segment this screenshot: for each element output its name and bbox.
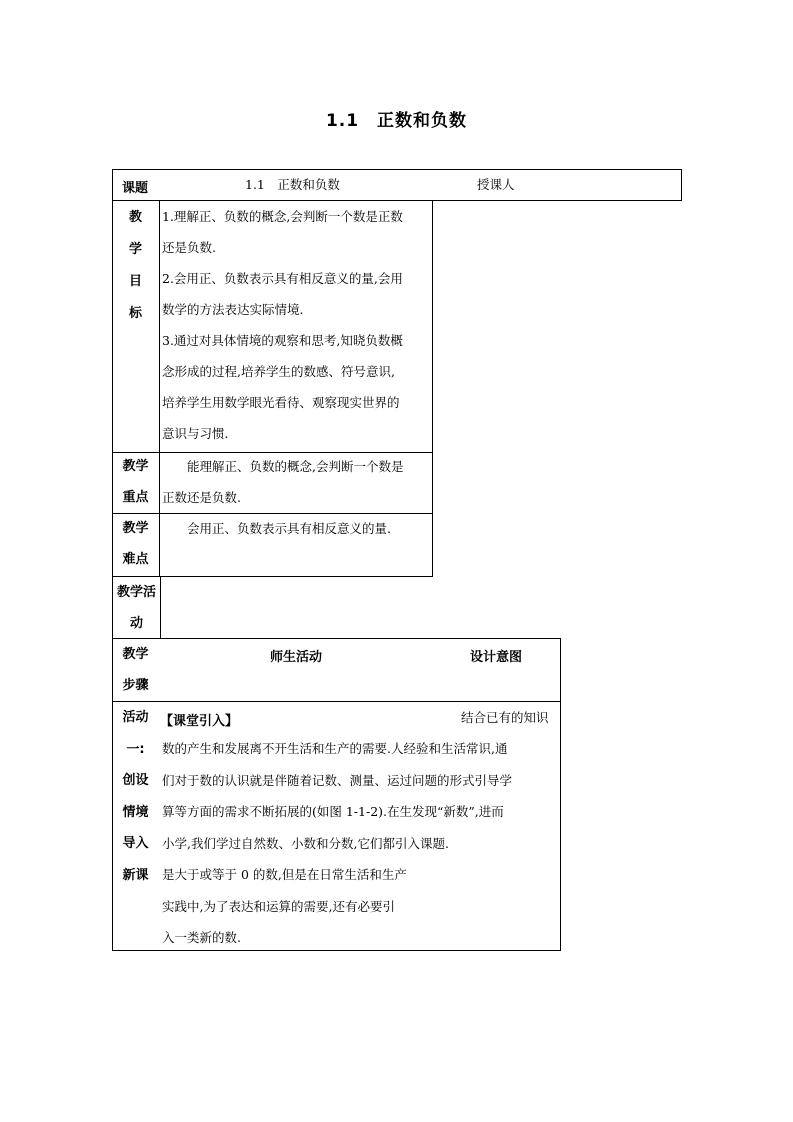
column-header-intent: 设计意图 [470,650,523,665]
objectives-text [162,201,432,449]
steps-header-label-line: 步骤 [122,678,149,693]
difficulty-label-line: 教学 [122,521,149,536]
activity-one-line: 实践中,为了表达和运算的需要,还有必要引 [162,898,395,914]
difficulty-text [162,513,432,544]
activity-one-line: 小学,我们学过自然数、小数和分数,它们都引入课题. [162,835,449,851]
activity-one-label-line: 情境 [122,804,149,820]
activity-one-body-wide [162,733,560,859]
activity-one-heading: 【课堂引入】 [160,714,239,729]
header-label: 课题 [122,181,149,196]
activity-one-body-narrow [162,859,452,954]
activity-one-label-line: 导入 [122,836,149,851]
objectives-label-char: 学 [128,242,142,257]
activity-one-line: 数的产生和发展离不开生活和生产的需要.人经验和生活常识,通 [162,741,508,756]
activity-one-line: 入一类新的数. [162,930,241,945]
activity-header-label-line: 动 [129,616,143,631]
key-point-line: 能理解正、负数的概念,会判断一个数是 [187,459,404,474]
objectives-line: 念形成的过程,培养学生的数感、符号意识, [162,364,395,379]
steps-header-label [112,639,159,701]
column-header-activity: 师生活动 [270,650,323,665]
activity-one-line: 是大于或等于 0 的数,但是在日常生活和生产 [162,867,407,882]
objectives-label-char: 标 [128,306,142,321]
activity-one-label-line: 一: [126,741,145,757]
difficulty-label-line: 难点 [122,552,149,567]
key-point-label [112,451,159,513]
objectives-line: 3.通过对具体情境的观察和思考,知晓负数概 [162,333,403,348]
steps-header-label-line: 教学 [122,647,149,662]
activity-one-label-line: 活动 [122,710,149,725]
objectives-label-char: 教 [128,210,142,225]
activity-one-label [112,702,159,891]
objectives-line: 2.会用正、负数表示具有相反意义的量,会用 [162,271,403,286]
objectives-line: 数学的方法表达实际情境. [162,302,304,317]
key-point-text [162,451,432,513]
objectives-line: 1.理解正、负数的概念,会判断一个数是正数 [162,209,403,224]
activity-one-line: 们对于数的认识就是伴随着记数、测量、运过问题的形式引导学 [162,772,513,788]
objectives-divider [159,200,160,453]
difficulty-divider [159,513,160,577]
difficulty-label [112,513,159,575]
activity-one-label-line: 创设 [122,773,149,788]
key-point-label-line: 重点 [122,490,149,505]
header-teacher-label: 授课人 [477,177,515,192]
objectives-line: 还是负数. [162,240,216,255]
header-topic: 1.1 正数和负数 [245,177,340,192]
activity-header-label-line: 教学活 [116,585,156,600]
difficulty-line: 会用正、负数表示具有相反意义的量. [187,521,391,536]
objectives-label [112,202,159,330]
header-row [112,169,682,201]
objectives-label-char: 目 [128,274,142,289]
key-point-divider [159,452,160,514]
key-point-line: 正数还是负数. [162,490,241,505]
objectives-line: 意识与习惯. [162,426,229,441]
activity-header-label [112,577,161,639]
document-title: 1.1 正数和负数 [325,111,468,131]
key-point-label-line: 教学 [122,459,149,474]
activity-one-line: 算等方面的需求不断拓展的(如图 1-1-2).在生发现“新数”,进而 [162,804,504,819]
activity-one-intent: 结合已有的知识 [461,710,549,725]
objectives-line: 培养学生用数学眼光看待、观察现实世界的 [162,395,400,410]
activity-one-label-line: 新课 [122,867,149,883]
